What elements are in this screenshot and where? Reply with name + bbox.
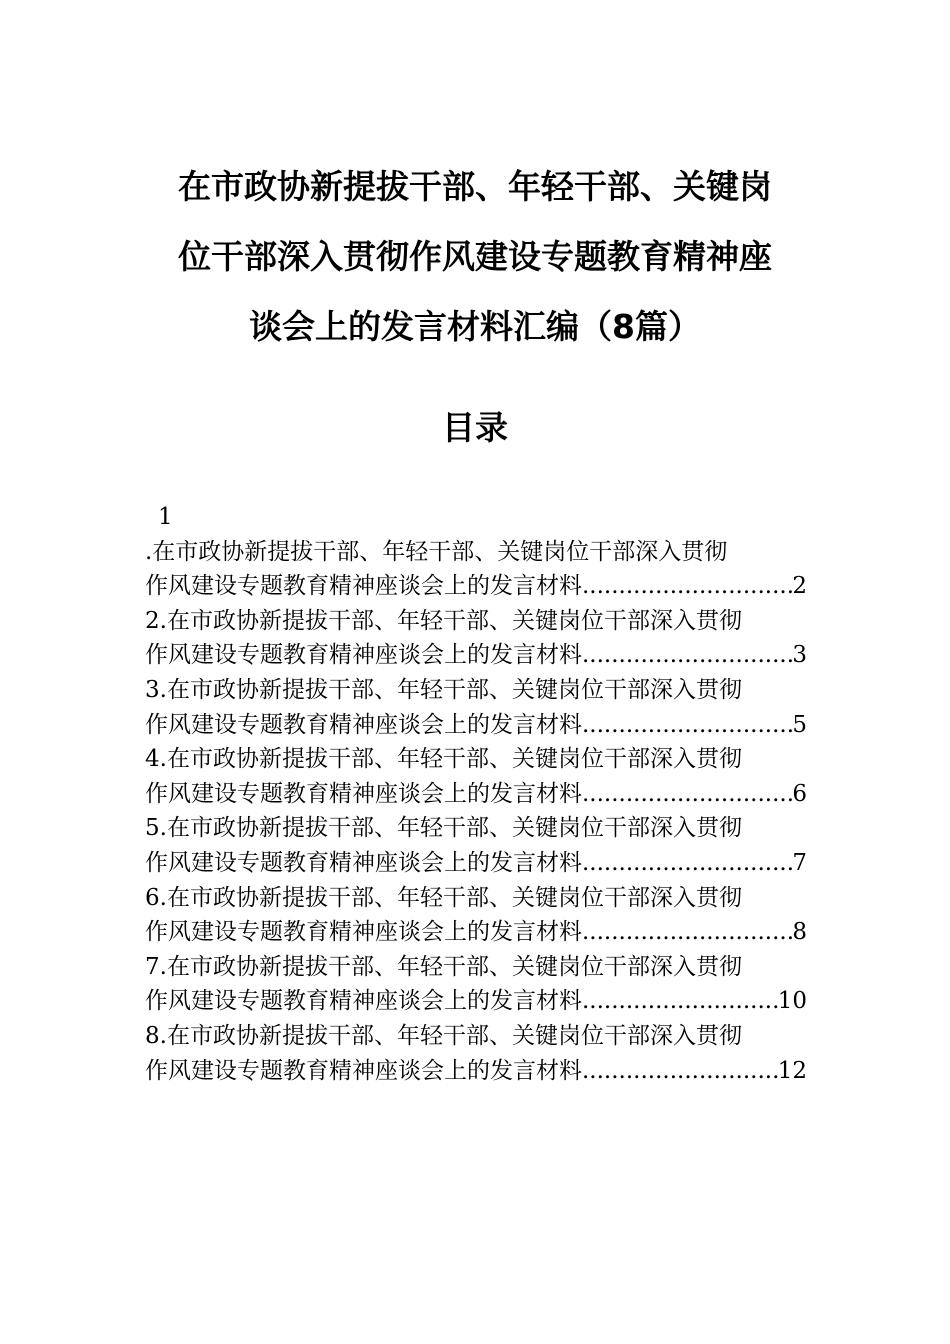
toc-entry-title-line1: 2.在市政协新提拔干部、年轻干部、关键岗位干部深入贯彻 [145, 607, 742, 634]
toc-entry-title-cont: 作风建设专题教育精神座谈会上的发言材料 [145, 1057, 582, 1084]
table-of-contents [145, 500, 807, 1088]
toc-leader-dots [582, 777, 792, 812]
toc-entry-title-cont: 作风建设专题教育精神座谈会上的发言材料 [145, 988, 582, 1015]
toc-entry-title-line2 [145, 846, 807, 881]
toc-entry[interactable] [145, 881, 807, 950]
toc-entry-title-cont: 作风建设专题教育精神座谈会上的发言材料 [145, 780, 582, 807]
toc-entry-title-line1: .在市政协新提拔干部、年轻干部、关键岗位干部深入贯彻 [145, 538, 728, 565]
title-line-3: 谈会上的发言材料汇编（8篇） [249, 307, 701, 346]
toc-leader-dots [582, 1054, 778, 1089]
document-title [140, 152, 810, 362]
toc-leader-dots [582, 915, 792, 950]
toc-entry-title-line2 [145, 1054, 807, 1089]
toc-entry-title-line2 [145, 638, 807, 673]
toc-entry-page: 10 [777, 988, 807, 1015]
toc-leader-dots [582, 638, 792, 673]
toc-entry-title-line1: 8.在市政协新提拔干部、年轻干部、关键岗位干部深入贯彻 [145, 1022, 742, 1049]
toc-entry-page: 6 [792, 780, 807, 807]
toc-entry[interactable] [145, 811, 807, 880]
toc-entry-title-line1: 4.在市政协新提拔干部、年轻干部、关键岗位干部深入贯彻 [145, 746, 742, 773]
toc-entry-title-cont: 作风建设专题教育精神座谈会上的发言材料 [145, 711, 582, 738]
toc-leader-dots [582, 984, 778, 1019]
toc-entry[interactable] [145, 742, 807, 811]
toc-entry-page: 5 [792, 711, 807, 738]
toc-entry-title-line1: 6.在市政协新提拔干部、年轻干部、关键岗位干部深入贯彻 [145, 884, 742, 911]
toc-entry-number: 1 [158, 504, 173, 530]
toc-entry-title-cont: 作风建设专题教育精神座谈会上的发言材料 [145, 642, 582, 669]
toc-entry-title-cont: 作风建设专题教育精神座谈会上的发言材料 [145, 919, 582, 946]
toc-entry-page: 2 [792, 573, 807, 600]
toc-entry[interactable] [145, 500, 807, 604]
toc-entry-title-line1: 7.在市政协新提拔干部、年轻干部、关键岗位干部深入贯彻 [145, 953, 742, 980]
toc-entry-page: 7 [792, 849, 807, 876]
toc-entry-page: 12 [777, 1057, 807, 1084]
toc-entry-title-line1: 5.在市政协新提拔干部、年轻干部、关键岗位干部深入贯彻 [145, 815, 742, 842]
toc-entry[interactable] [145, 1019, 807, 1088]
toc-entry-title-line1: 3.在市政协新提拔干部、年轻干部、关键岗位干部深入贯彻 [145, 676, 742, 703]
toc-entry-title-line2 [145, 984, 807, 1019]
toc-entry[interactable] [145, 604, 807, 673]
toc-entry[interactable] [145, 950, 807, 1019]
toc-heading: 目录 [442, 408, 508, 447]
toc-leader-dots [582, 708, 792, 743]
toc-entry-title-line2 [145, 915, 807, 950]
title-line-1: 在市政协新提拔干部、年轻干部、关键岗 [178, 167, 772, 206]
toc-entry-title-line2 [145, 569, 807, 604]
title-line-2: 位干部深入贯彻作风建设专题教育精神座 [178, 237, 772, 276]
toc-entry[interactable] [145, 673, 807, 742]
toc-entry-title-line2 [145, 777, 807, 812]
toc-entry-title-cont: 作风建设专题教育精神座谈会上的发言材料 [145, 573, 582, 600]
toc-entry-title-cont: 作风建设专题教育精神座谈会上的发言材料 [145, 849, 582, 876]
toc-entry-page: 3 [792, 642, 807, 669]
toc-entry-page: 8 [792, 919, 807, 946]
toc-leader-dots [582, 569, 792, 604]
toc-leader-dots [582, 846, 792, 881]
toc-entry-title-line2 [145, 708, 807, 743]
